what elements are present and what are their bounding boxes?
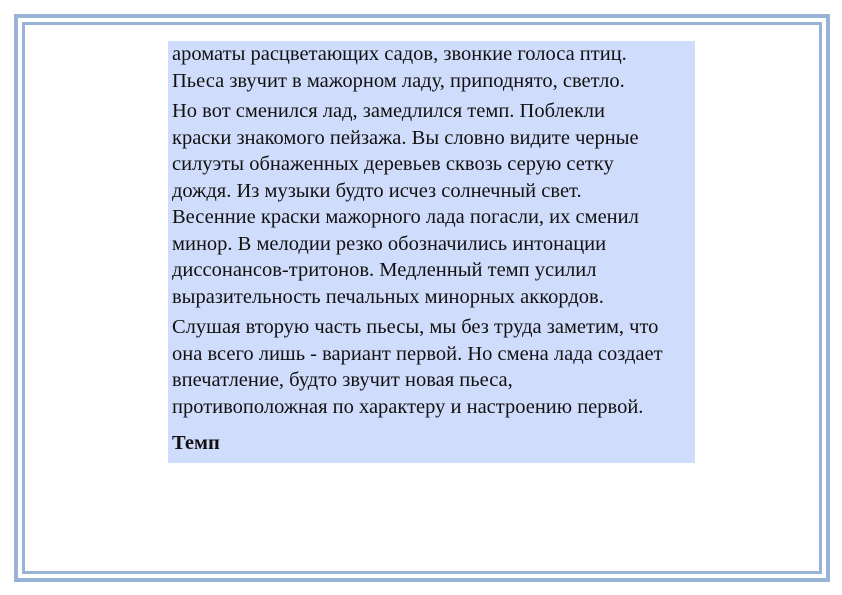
paragraph-spring: ароматы расцветающих садов, звонкие голоса птиц. Пьеса звучит в мажорном ладу, приподнято, светло. xyxy=(172,43,627,92)
paragraph-minor: Но вот сменился лад, замедлился темп. Поблекли краски знакомого пейзажа. Вы словно видите черные силуэты обнаженных деревьев сквозь серую сетку дождя. Из музыки будто исчез солнечный свет. Весенние краски мажорного лада погасли, их сменил минор. В мелодии резко обозначились интонации диссонансов-тритонов. Медленный темп усилил выразительность печальных минорных аккордов. xyxy=(172,100,639,308)
section-heading: Темп xyxy=(172,432,220,454)
paragraph-second-part: Слушая вторую часть пьесы, мы без труда заметим, что она всего лишь - вариант первой. Но смена лада создает впечатление, будто звучит новая пьеса, противоположная по характеру и настроению первой. xyxy=(172,316,663,418)
text-box xyxy=(168,41,695,463)
